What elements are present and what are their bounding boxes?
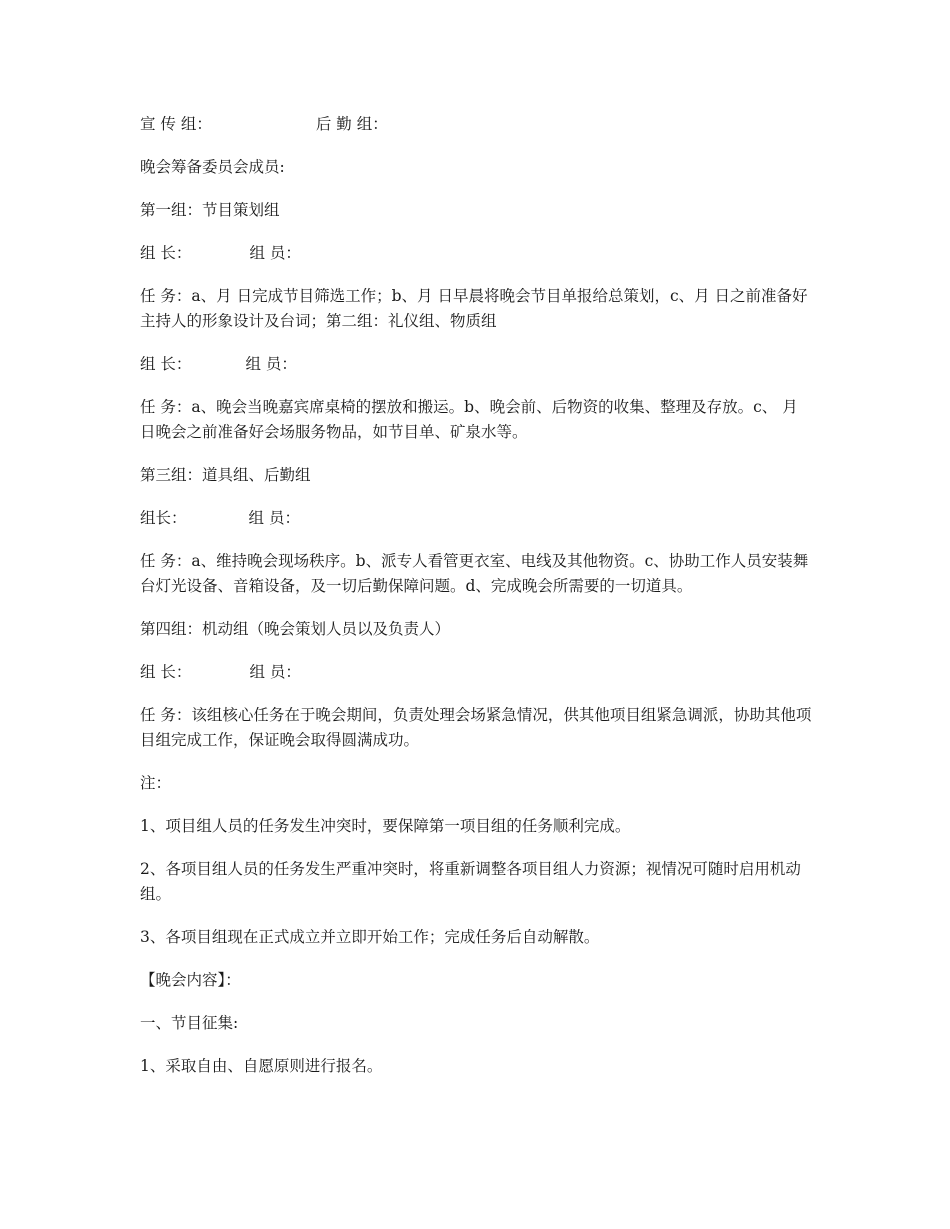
note-item-2: 2、各项目组人员的任务发生严重冲突时，将重新调整各项目组人力资源；视情况可随时启用机动组。 (140, 860, 801, 903)
note-item-1: 1、项目组人员的任务发生冲突时，要保障第一项目组的任务顺利完成。 (140, 817, 631, 835)
group4-member-label: 组 员： (249, 663, 301, 681)
group1-member-label: 组 员： (249, 244, 301, 262)
group3-title: 第三组：道具组、后勤组 (140, 466, 311, 484)
propaganda-logistics-line (140, 112, 815, 137)
section1-title: 一、节目征集: (140, 1014, 239, 1032)
group2-roles (140, 352, 815, 377)
content-section-title: 【晚会内容】： (140, 971, 241, 989)
committee-title: 晚会筹备委员会成员: (140, 158, 285, 176)
group1-leader-label: 组 长： (140, 244, 192, 262)
group4-title: 第四组：机动组（晚会策划人员以及负责人） (140, 620, 451, 638)
group2-leader-label: 组 长： (140, 355, 192, 373)
group4-leader-label: 组 长： (140, 663, 192, 681)
group4-roles (140, 660, 815, 685)
group2-task: 任 务：a、晚会当晚嘉宾席桌椅的摆放和搬运。b、晚会前、后物资的收集、整理及存放。c、 月 日晚会之前准备好会场服务物品，如节目单、矿泉水等。 (140, 398, 808, 441)
group2-member-label: 组 员： (245, 355, 297, 373)
group3-member-label: 组 员： (248, 509, 300, 527)
logistics-group-label: 后 勤 组： (315, 115, 388, 133)
group4-task: 任 务：该组核心任务在于晚会期间，负责处理会场紧急情况，供其他项目组紧急调派，协助其他项目组完成工作，保证晚会取得圆满成功。 (140, 706, 812, 749)
document-body (140, 112, 815, 1097)
group1-roles (140, 241, 815, 266)
note-item-3: 3、各项目组现在正式成立并立即开始工作；完成任务后自动解散。 (140, 928, 600, 946)
group3-task: 任 务：a、维持晚会现场秩序。b、派专人看管更衣室、电线及其他物资。c、协助工作人员安装舞台灯光设备、音箱设备，及一切后勤保障问题。d、完成晚会所需要的一切道具。 (140, 552, 809, 595)
group1-task: 任 务：a、月 日完成节目筛选工作；b、月 日早晨将晚会节目单报给总策划，c、月 日之前准备好主持人的形象设计及台词；第二组：礼仪组、物质组 (140, 287, 808, 330)
group3-leader-label: 组长： (140, 509, 187, 527)
group1-title: 第一组：节目策划组 (140, 201, 280, 219)
section1-item-1: 1、采取自由、自愿原则进行报名。 (140, 1057, 383, 1075)
propaganda-group-label: 宣 传 组： (140, 115, 212, 133)
group3-roles (140, 506, 815, 531)
note-title: 注： (140, 774, 172, 792)
